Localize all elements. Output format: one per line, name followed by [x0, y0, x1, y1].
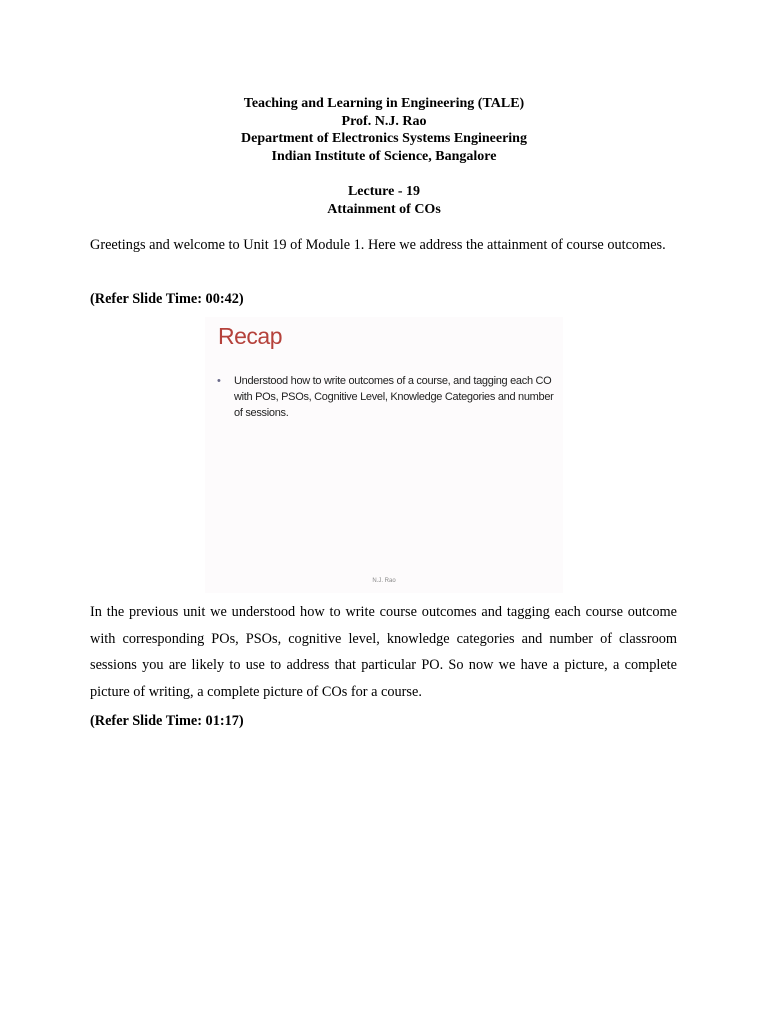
document-header	[0, 95, 768, 165]
intro-paragraph: Greetings and welcome to Unit 19 of Module 1. Here we address the attainment of course outcomes.	[90, 237, 666, 253]
professor-name: Prof. N.J. Rao	[341, 113, 427, 129]
refer-slide-time-2: (Refer Slide Time: 01:17)	[90, 713, 244, 729]
institute-name: Indian Institute of Science, Bangalore	[271, 148, 497, 164]
course-title: Teaching and Learning in Engineering (TALE)	[243, 96, 525, 111]
body-paragraph: In the previous unit we understood how to write course outcomes and tagging each course outcome with corresponding POs, PSOs, cognitive level, knowledge categories and number of classroom sessions you are likely to use to address that particular PO. So now we have a picture, a complete picture of writing, a complete picture of COs for a course.	[90, 604, 677, 700]
slide-bullet	[217, 373, 557, 421]
lecture-heading	[0, 183, 768, 219]
lecture-number: Lecture - 19	[347, 184, 421, 199]
bullet-icon: •	[217, 375, 221, 387]
slide-bullet-text: Understood how to write outcomes of a course, and tagging each CO with POs, PSOs, Cognitive Level, Knowledge Categories and number of sessions.	[234, 375, 554, 419]
lecture-title: Attainment of COs	[327, 202, 441, 217]
department-name: Department of Electronics Systems Engineering	[241, 131, 527, 146]
refer-slide-time-1: (Refer Slide Time: 00:42)	[90, 291, 244, 307]
slide-image	[205, 317, 563, 593]
slide-title: Recap	[218, 323, 282, 349]
slide-footer: N.J. Rao	[372, 578, 396, 584]
